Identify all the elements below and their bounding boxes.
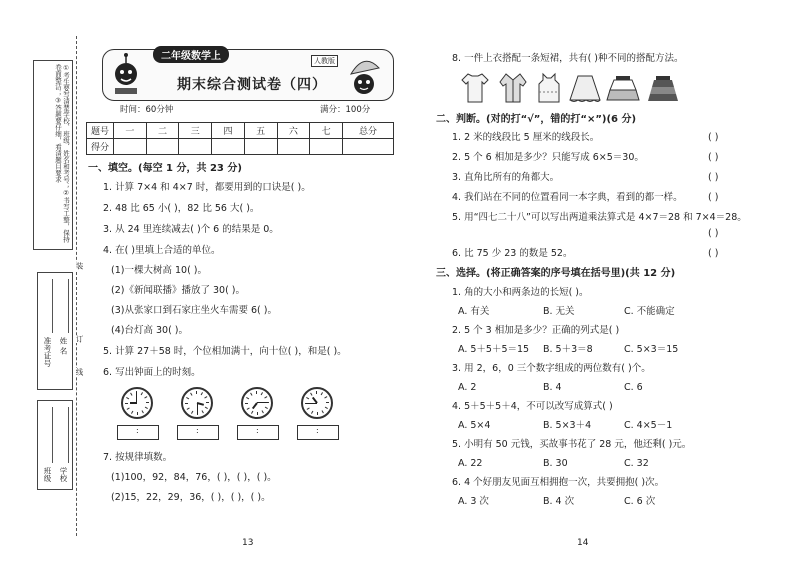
clock-tick	[142, 410, 144, 413]
option-b[interactable]: B. 4	[543, 382, 562, 393]
sequence-item-1: (1)100，92，84，76，( )，( )，( )。	[111, 472, 277, 483]
jacket-icon	[498, 72, 528, 104]
clock-tick	[137, 412, 138, 415]
option-a[interactable]: A. 5×4	[458, 420, 491, 431]
time-separator: :	[256, 426, 259, 435]
score-cell[interactable]	[114, 139, 147, 155]
clock-tick	[326, 402, 329, 403]
option-c[interactable]: C. 32	[624, 458, 649, 469]
option-c[interactable]: C. 6 次	[624, 496, 656, 507]
clock-tick	[247, 408, 250, 410]
section3-heading: 三、选择。(将正确答案的序号填在括号里)(共 12 分)	[436, 268, 676, 279]
choice-question-6: 6. 4 个好朋友见面互相拥抱一次，共要拥抱( )次。	[452, 477, 665, 488]
exam-full-score: 满分：100分	[320, 105, 371, 115]
tiered-skirt-icon	[646, 74, 680, 104]
option-b[interactable]: B. 无关	[543, 306, 575, 317]
score-cell[interactable]	[244, 139, 277, 155]
score-table-header: 总分	[343, 123, 394, 139]
clock-tick	[256, 391, 257, 394]
clock-tick	[317, 412, 318, 415]
fill-question-1: 1. 计算 7×4 和 4×7 时，都要用到的口诀是( )。	[103, 182, 311, 193]
option-c[interactable]: C. 5×3＝15	[624, 344, 679, 355]
score-table-header: 一	[114, 123, 147, 139]
score-cell[interactable]	[146, 139, 179, 155]
fill-question-4: 4. 在( )里填上合适的单位。	[103, 245, 221, 256]
clock-tick	[206, 402, 209, 403]
clock-tick	[306, 397, 309, 399]
score-table-header: 题号	[87, 123, 114, 139]
clock-tick	[127, 408, 130, 410]
name-box	[37, 272, 73, 390]
exam-title: 期末综合测试卷（四）	[177, 77, 327, 93]
judge-item-4: 4. 我们站在不同的位置看同一本字典，看到的都一样。	[452, 192, 683, 203]
clock-minute-hand	[306, 403, 317, 404]
clock-tick	[202, 410, 204, 413]
seal-char-2: 订	[75, 335, 84, 343]
time-answer-box[interactable]	[297, 425, 339, 440]
judge-bracket[interactable]: ( )	[708, 248, 719, 259]
score-table-header: 四	[212, 123, 245, 139]
judge-bracket[interactable]: ( )	[708, 132, 719, 143]
clock-tick	[322, 410, 324, 413]
score-table-header: 六	[277, 123, 310, 139]
clock-group	[117, 387, 367, 447]
judge-bracket[interactable]: ( )	[708, 192, 719, 203]
clock-tick	[145, 407, 148, 409]
judge-bracket[interactable]: ( )	[708, 228, 719, 239]
exam-number-label: 准考证号	[43, 337, 52, 367]
time-separator: :	[196, 426, 199, 435]
time-answer-box[interactable]	[177, 425, 219, 440]
clock-tick	[130, 393, 132, 396]
time-separator: :	[316, 426, 319, 435]
option-a[interactable]: A. 5＋5＋5＝15	[458, 344, 530, 355]
judge-item-5: 5. 用“四七二十八”可以写出两道乘法算式是 4×7＝28 和 7×4＝28。	[452, 212, 747, 223]
option-b[interactable]: B. 5×3＋4	[543, 420, 592, 431]
clock-face	[301, 387, 333, 419]
unit-item-4: (4)台灯高 30( )。	[111, 325, 188, 336]
clock-tick	[251, 411, 253, 414]
unit-item-3: (3)从张家口到石家庄坐火车需要 6( )。	[111, 305, 277, 316]
choice-question-5: 5. 小明有 50 元钱，买故事书花了 28 元，他还剩( )元。	[452, 439, 692, 450]
cut-line	[76, 36, 77, 536]
score-table-header: 三	[179, 123, 212, 139]
page-number-right: 14	[577, 538, 589, 548]
clock-tick	[250, 393, 252, 396]
sequence-item-2: (2)15，22，29，36，( )，( )，( )。	[111, 492, 271, 503]
clock-tick	[316, 391, 317, 394]
edition-badge: 人教版	[311, 55, 338, 67]
clock-tick	[146, 402, 149, 403]
judge-item-2: 2. 5 个 6 相加是多少？只能写成 6×5＝30。	[452, 152, 644, 163]
title-banner	[102, 49, 394, 101]
judge-bracket[interactable]: ( )	[708, 172, 719, 183]
megaphone-icon	[111, 52, 141, 96]
clock-tick	[261, 392, 263, 395]
clock-tick	[204, 396, 207, 398]
clock-tick	[265, 407, 268, 409]
clock-minute-hand	[136, 392, 137, 403]
option-b[interactable]: B. 4 次	[543, 496, 575, 507]
clock-tick	[311, 411, 313, 414]
exam-number-line[interactable]	[52, 279, 53, 333]
fill-question-6: 6. 写出钟面上的时刻。	[103, 367, 201, 378]
clock-face	[241, 387, 273, 419]
judge-bracket[interactable]: ( )	[708, 152, 719, 163]
school-box	[37, 400, 73, 490]
clock-hour-hand	[252, 402, 258, 409]
fill-question-8: 8. 一件上衣搭配一条短裙，共有( )种不同的搭配方法。	[452, 53, 684, 64]
score-cell[interactable]	[343, 139, 394, 155]
clock-tick	[321, 392, 323, 395]
notes-box	[33, 60, 73, 250]
clock-tick	[257, 412, 258, 415]
option-b[interactable]: B. 5＋3＝8	[543, 344, 593, 355]
clock-tick	[201, 392, 203, 395]
fill-question-5: 5. 计算 27＋58 时，个位相加满十，向十位( )，和是( )。	[103, 346, 347, 357]
score-table-header: 七	[310, 123, 343, 139]
seal-char-3: 线	[75, 368, 84, 376]
judge-item-6: 6. 比 75 少 23 的数是 52。	[452, 248, 573, 259]
clock-tick	[205, 407, 208, 409]
score-cell[interactable]	[212, 139, 245, 155]
shirt-icon	[460, 72, 490, 104]
name-label: 姓 名	[59, 337, 68, 355]
option-c[interactable]: C. 不能确定	[624, 306, 675, 317]
grade-pill: 二年级数学上	[153, 46, 229, 63]
section2-heading: 二、判断。(对的打“√”，错的打“×”)(6 分)	[436, 114, 637, 125]
clock-tick	[246, 397, 249, 399]
clock-tick	[307, 408, 310, 410]
score-table	[86, 122, 394, 155]
school-line[interactable]	[68, 407, 69, 463]
clock-tick	[262, 410, 264, 413]
class-label: 班级	[43, 467, 52, 482]
skirt-icon	[568, 74, 602, 104]
option-a[interactable]: A. 2	[458, 382, 477, 393]
name-line[interactable]	[68, 279, 69, 333]
option-c[interactable]: C. 6	[624, 382, 643, 393]
option-a[interactable]: A. 有关	[458, 306, 490, 317]
tank-top-icon	[534, 72, 564, 104]
clock-tick	[186, 397, 189, 399]
clock-tick	[310, 393, 312, 396]
mascot-icon	[343, 54, 385, 98]
fill-question-7: 7. 按规律填数。	[103, 452, 173, 463]
fill-question-2: 2. 48 比 65 小( )，82 比 56 大( )。	[103, 203, 260, 214]
clock-tick	[131, 411, 133, 414]
option-a[interactable]: A. 3 次	[458, 496, 489, 507]
clock-tick	[196, 391, 197, 394]
option-c[interactable]: C. 4×5－1	[624, 420, 673, 431]
clock-face	[181, 387, 213, 419]
exam-notes: ①考生要写清楚学校、班级、姓名和考号；②书写工整，保持卷面整洁；③答题要仔细，看清题目要求	[54, 64, 70, 243]
exam-time: 时间：60分钟	[120, 105, 174, 115]
time-answer-box[interactable]	[117, 425, 159, 440]
fill-question-3: 3. 从 24 里连续减去( )个 6 的结果是 0。	[103, 224, 279, 235]
clock-tick	[185, 403, 188, 404]
clock-minute-hand	[197, 403, 198, 414]
score-cell[interactable]	[277, 139, 310, 155]
choice-question-2: 2. 5 个 3 相加是多少？正确的列式是( )	[452, 325, 620, 336]
time-answer-box[interactable]	[237, 425, 279, 440]
choice-question-4: 4. 5＋5＋5＋4，不可以改写成算式( )	[452, 401, 613, 412]
clock-tick	[144, 396, 147, 398]
score-cell[interactable]	[179, 139, 212, 155]
binding-strip	[0, 0, 84, 574]
judge-item-3: 3. 直角比所有的角都大。	[452, 172, 560, 183]
page-number-left: 13	[242, 538, 254, 548]
score-cell[interactable]	[310, 139, 343, 155]
score-table-header-row	[87, 123, 394, 139]
clock-face	[121, 387, 153, 419]
option-b[interactable]: B. 30	[543, 458, 568, 469]
judge-item-1: 1. 2 米的线段比 5 厘米的线段长。	[452, 132, 600, 143]
score-row-label: 得分	[87, 139, 114, 155]
clock-tick	[190, 393, 192, 396]
clock-minute-hand	[257, 402, 268, 403]
unit-item-1: (1)一棵大树高 10( )。	[111, 265, 207, 276]
clock-tick	[187, 408, 190, 410]
seal-char-1: 装	[75, 262, 84, 270]
score-table-score-row	[87, 139, 394, 155]
section1-heading: 一、填空。(每空 1 分，共 23 分)	[88, 163, 242, 174]
unit-item-2: (2)《新闻联播》播放了 30( )。	[111, 285, 245, 296]
clock-tick	[264, 396, 267, 398]
clock-tick	[126, 397, 129, 399]
clock-tick	[141, 392, 143, 395]
choice-question-3: 3. 用 2，6，0 三个数字组成的两位数有( )个。	[452, 363, 651, 374]
clock-tick	[245, 403, 248, 404]
class-line[interactable]	[52, 407, 53, 463]
clock-tick	[324, 396, 327, 398]
school-label: 学校	[59, 467, 68, 482]
clock-tick	[125, 403, 128, 404]
score-table-header: 五	[244, 123, 277, 139]
score-table-header: 二	[146, 123, 179, 139]
clothing-images	[460, 70, 690, 110]
ruffle-skirt-icon	[606, 74, 640, 104]
clock-tick	[191, 411, 193, 414]
time-separator: :	[136, 426, 139, 435]
option-a[interactable]: A. 22	[458, 458, 483, 469]
clock-tick	[325, 407, 328, 409]
choice-question-1: 1. 角的大小和两条边的长短( )。	[452, 287, 589, 298]
